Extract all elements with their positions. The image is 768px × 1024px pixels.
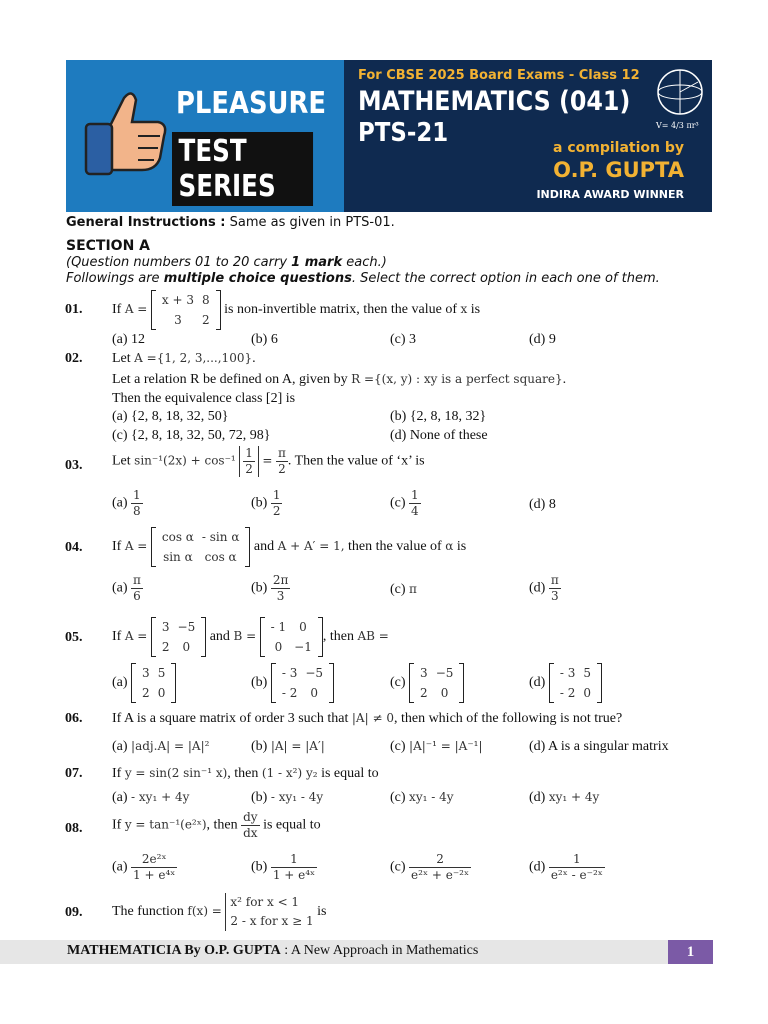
option-c: (c) xy₁ - 4y <box>390 790 454 805</box>
exam-label: For CBSE 2025 Board Exams - Class 12 <box>358 68 640 83</box>
matrix: x + 3 8 3 2 <box>151 290 221 330</box>
option-b: (b) - 3 −5 - 2 0 <box>251 663 334 703</box>
thumbs-up-icon <box>80 86 170 178</box>
question-text: If y = tan⁻¹(e²ˣ), then $\frac{dy}{dx}$ is equal to <box>112 810 321 840</box>
question-text: Then the equivalence class [2] is <box>112 391 296 406</box>
section-mcq-note: Followings are multiple choice questions. Select the correct option in each one of them. <box>66 271 660 286</box>
option-c: (c) $\frac{1}{4}$ <box>390 488 419 518</box>
option-b: (b) - xy₁ - 4y <box>251 790 324 805</box>
option-a: (a) $\frac{\text{2e²ˣ}}{\text{1 + e⁴ˣ}}$ <box>112 852 176 882</box>
option-b: (b) 6 <box>251 332 278 347</box>
question-text: Let a relation R be defined on A, given by R ={(x, y) : xy is a perfect square}. <box>112 372 567 387</box>
option-d: (d) 9 <box>529 332 556 347</box>
question-number: 01. <box>65 302 83 317</box>
matrix: 3 −5 2 0 <box>151 617 206 657</box>
matrix: cos α - sin α sin α cos α <box>151 527 251 567</box>
question-number: 05. <box>65 630 83 645</box>
page-number: 1 <box>668 940 713 964</box>
section-marks-note: (Question numbers 01 to 20 carry 1 mark each.) <box>66 255 387 270</box>
option-d: (d) xy₁ + 4y <box>529 790 600 805</box>
option-b: (b) $\frac{2\pi}{3}$ <box>251 573 289 603</box>
option-b: (b) $\frac{1}{2}$ <box>251 488 281 518</box>
globe-icon <box>654 66 706 132</box>
banner-info-panel <box>344 60 712 212</box>
brand-subtitle: TEST SERIES <box>172 132 313 206</box>
option-a: (a) |adj.A| = |A|² <box>112 739 210 754</box>
option-a: (a) {2, 8, 18, 32, 50} <box>112 409 229 424</box>
option-a: (a) - xy₁ + 4y <box>112 790 190 805</box>
question-number: 04. <box>65 540 83 555</box>
option-c: (c) 3 <box>390 332 417 347</box>
option-c: (c) {2, 8, 18, 32, 50, 72, 98} <box>112 428 271 443</box>
piecewise-cases: x² for x < 1 2 - x for x ≥ 1 <box>225 893 313 931</box>
author-name: O.P. GUPTA <box>553 158 684 182</box>
option-b: (b) $\frac{1}{\text{1 + e⁴ˣ}}$ <box>251 852 316 882</box>
header-banner <box>66 60 712 212</box>
question-text: If A is a square matrix of order 3 such that |A| ≠ 0, then which of the following is not true? <box>112 711 623 726</box>
footer-text: MATHEMATICIA By O.P. GUPTA : A New Approach in Mathematics <box>67 943 479 958</box>
option-d: (d) None of these <box>390 428 488 443</box>
option-d: (d) $\frac{1}{\text{e²ˣ - e⁻²ˣ}}$ <box>529 852 603 882</box>
option-c: (c) π <box>390 582 417 597</box>
question-number: 09. <box>65 905 83 920</box>
option-d: (d) A is a singular matrix <box>529 739 669 754</box>
section-title: SECTION A <box>66 238 151 254</box>
question-text: Let A ={1, 2, 3,...,100}. <box>112 351 256 366</box>
option-c: (c) $\frac{2}{\text{e²ˣ + e⁻²ˣ}}$ <box>390 852 470 882</box>
question-number: 02. <box>65 351 83 366</box>
volume-formula: V= 4/3 πr³ <box>656 121 699 130</box>
question-number: 08. <box>65 821 83 836</box>
option-c: (c) |A|⁻¹ = |A⁻¹| <box>390 739 483 754</box>
general-instructions: General Instructions : Same as given in PTS-01. <box>66 215 395 230</box>
option-d: (d) - 3 5 - 2 0 <box>529 663 602 703</box>
question-text: Let sin⁻¹(2x) + cos⁻¹ $\frac{1}{2}$ = $\frac{\pi}{2}$ . Then the value of ‘x’ is <box>112 446 425 476</box>
option-b: (b) |A| = |A′| <box>251 739 325 754</box>
option-a: (a) 3 5 2 0 <box>112 663 176 703</box>
subject-title: MATHEMATICS (041) <box>358 86 631 117</box>
option-a: (a) $\frac{1}{8}$ <box>112 488 141 518</box>
option-d: (d) $\frac{\pi}{3}$ <box>529 573 559 603</box>
question-text: If A = x + 3 8 3 2 is non-invertible matrix, then the value of x is <box>112 290 480 330</box>
brand-title: PLEASURE <box>176 86 326 121</box>
award-label: INDIRA AWARD WINNER <box>536 188 684 201</box>
option-c: (c) 3 −5 2 0 <box>390 663 464 703</box>
paper-code: PTS-21 <box>358 118 449 148</box>
question-text: If y = sin(2 sin⁻¹ x), then (1 - x²) y₂ is equal to <box>112 766 379 781</box>
option-a: (a) 12 <box>112 332 146 347</box>
option-a: (a) $\frac{\pi}{6}$ <box>112 573 141 603</box>
question-text: The function f(x) = x² for x < 1 2 - x for x ≥ 1 is <box>112 893 326 931</box>
question-text: If A = cos α - sin α sin α cos α and A + A′ = 1, then the value of α is <box>112 527 466 567</box>
question-text: If A = 3 −5 2 0 and B = - 1 0 0 −1 , then AB = <box>112 617 389 657</box>
question-number: 06. <box>65 711 83 726</box>
matrix: - 1 0 0 −1 <box>260 617 323 657</box>
banner-brand-panel <box>66 60 344 212</box>
question-number: 07. <box>65 766 83 781</box>
option-d: (d) 8 <box>529 497 556 512</box>
question-number: 03. <box>65 458 83 473</box>
option-b: (b) {2, 8, 18, 32} <box>390 409 487 424</box>
compiled-by-label: a compilation by <box>553 140 684 156</box>
